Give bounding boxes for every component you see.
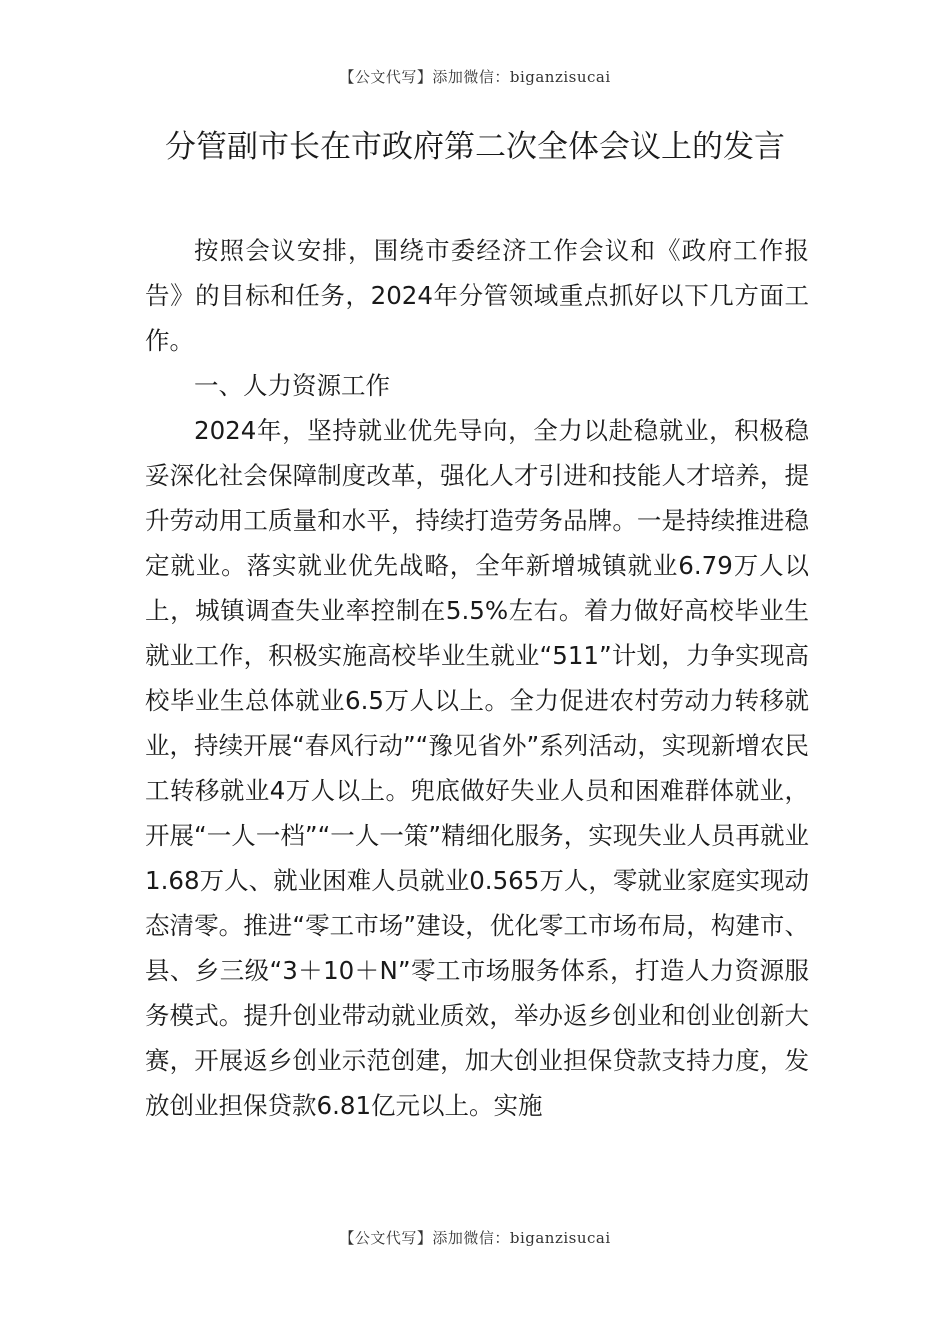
section-paragraph: 2024年，坚持就业优先导向，全力以赴稳就业，积极稳妥深化社会保障制度改革，强化人才引进和技能人才培养，提升劳动用工质量和水平，持续打造劳务品牌。一是持续推进稳定就业。落实就业优先战略，全年新增城镇就业6.79万人以上，城镇调查失业率控制在5.5%左右。着力做好高校毕业生就业工作，积极实施高校毕业生就业“511”计划，力争实现高校毕业生总体就业6.5万人以上。全力促进农村劳动力转移就业，持续开展“春风行动”“豫见省外”系列活动，实现新增农民工转移就业4万人以上。兜底做好失业人员和困难群体就业，开展“一人一档”“一人一策”精细化服务，实现失业人员再就业1.68万人、就业困难人员就业0.565万人，零就业家庭实现动态清零。推进“零工市场”建设，优化零工市场布局，构建市、县、乡三级“3＋10＋N”零工市场服务体系，打造人力资源服务模式。提升创业带动就业质效，举办返乡创业和创业创新大赛，开展返乡创业示范创建，加大创业担保贷款支持力度，发放创业担保贷款6.81亿元以上。实施 [145,416,809,1120]
page-footer-watermark: 【公文代写】添加微信：biganzisucai [339,1229,611,1247]
page-header-watermark: 【公文代写】添加微信：biganzisucai [339,68,611,86]
document-body [145,228,809,1128]
document-title: 分管副市长在市政府第二次全体会议上的发言 [165,129,785,165]
section-heading: 一、人力资源工作 [194,371,390,400]
intro-paragraph: 按照会议安排，围绕市委经济工作会议和《政府工作报告》的目标和任务，2024年分管领域重点抓好以下几方面工作。 [145,236,809,355]
